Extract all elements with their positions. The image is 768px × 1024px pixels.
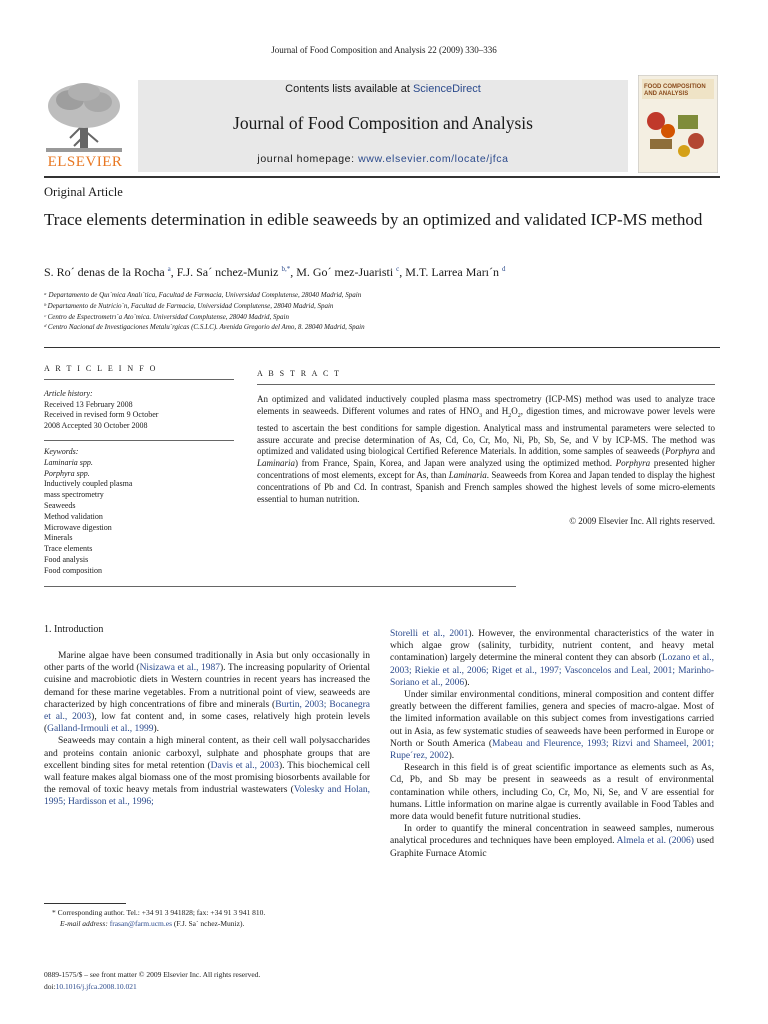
affiliation: ᵈ Centro Nacional de Investigaciones Metalu´rgicas (C.S.I.C). Avenida Gregorio del Amo, 8. 28040 Madrid, Spain xyxy=(44,323,365,332)
author-name: M.T. Larrea Marı´n xyxy=(405,265,500,279)
elsevier-logo xyxy=(40,80,128,172)
cover-title: FOOD COMPOSITION AND ANALYSIS xyxy=(644,84,706,97)
abstract-genus: Laminaria xyxy=(257,458,296,469)
text: ). This biochemical cell wall feature makes algal biomass one of the most promising biosorbents available for the removal of toxic heavy metals from industrial wastewaters ( xyxy=(44,760,370,796)
homepage-prefix: journal homepage: xyxy=(257,153,359,165)
abstract-text xyxy=(257,394,715,506)
abstract-genus: Porphyra xyxy=(615,458,651,469)
article-title: Trace elements determination in edible seaweeds by an optimized and validated ICP-MS method xyxy=(44,210,703,229)
footnote-rule xyxy=(44,903,126,904)
abstract-heading: A B S T R A C T xyxy=(257,369,342,378)
journal-name: Journal of Food Composition and Analysis xyxy=(233,113,533,133)
abstract-segment: . Seaweeds from Korea and Japan tended to display the highest concentrations of Pb and Cd. In contrast, Spanish and French samples showed the highest levels of some micro-elements essential to human nutrition. xyxy=(257,470,716,505)
text: ). xyxy=(153,724,160,735)
paragraph xyxy=(390,823,714,860)
citation-link[interactable]: Burtin, 2003; Bocanegra et al., 2003 xyxy=(44,699,370,723)
contents-prefix: Contents lists available at xyxy=(285,83,413,95)
paragraph xyxy=(44,650,370,735)
publisher-wordmark: ELSEVIER xyxy=(47,154,123,170)
doi-line xyxy=(44,981,374,993)
abstract-segment: ) from France, Spain, Korea, and Japan were analyzed using the optimized method. xyxy=(295,458,616,469)
citation-link[interactable]: Storelli et al., 2001 xyxy=(390,629,469,639)
abstract-end-rule xyxy=(44,586,516,587)
article-info-heading: A R T I C L E I N F O xyxy=(44,364,158,373)
abstract-subscript: 2 xyxy=(508,412,512,419)
journal-homepage xyxy=(138,153,628,165)
paragraph: Research in this field is of great scientific importance as elements such as As, Cd, Pb, and Sb may be present in seaweeds as a result of environmental contamination while others, including Co, Cr, Mo, Ni, Se, and V are essential for humans. Little information on marine algae is currently available in Food Tables and more data would benefit future nutritional studies. xyxy=(390,763,714,823)
keywords-rule xyxy=(44,440,234,441)
keywords xyxy=(44,447,234,577)
abstract-segment: O xyxy=(511,405,518,416)
article-type: Original Article xyxy=(44,185,123,199)
article-info-rule xyxy=(44,379,234,380)
text: In order to quantify the mineral concentration in seaweed samples, numerous analytical procedures and techniques have been employed. xyxy=(390,824,714,847)
issn-line: 0889-1575/$ – see front matter © 2009 Elsevier Inc. All rights reserved. xyxy=(44,970,261,979)
abstract-subscript: 3 xyxy=(479,412,483,419)
abstract-subscript: 2 xyxy=(517,412,521,419)
front-matter xyxy=(44,969,374,993)
abstract-segment: An optimized and validated inductively coupled plasma mass spectrometry (ICP-MS) method was used to analyze trace elements in seaweeds. Different volumes and rates of HNO xyxy=(257,394,715,416)
text: ). However, the environmental characteristics of the water in which algae grow (salinity, turbidity, nutrient content, and heavy metal contamination) largely determine the mineral content they can absorb ( xyxy=(390,629,714,664)
keyword: mass spectrometry xyxy=(44,490,104,500)
history-label: Article history: xyxy=(44,389,93,398)
doi-prefix: doi: xyxy=(44,982,56,991)
author-name: S. Ro´ denas de la Rocha xyxy=(44,265,165,279)
author-name: M. Go´ mez-Juaristi xyxy=(296,265,394,279)
history-line: Received in revised form 9 October xyxy=(44,410,159,419)
text: ). The increasing popularity of Oriental cuisine and macrobiotic diets in Western countries in recent years has increased the demand for these marine vegetables. From a nutritional point of view, seaweeds are characterized by high concentrations of fibre and minerals ( xyxy=(44,663,371,710)
affiliation-rule xyxy=(44,347,720,348)
author-affil-mark[interactable]: a xyxy=(167,265,171,273)
text: ). xyxy=(464,677,470,688)
header-rule xyxy=(44,176,720,178)
keyword: Inductively coupled plasma xyxy=(44,479,133,489)
email-suffix: (F.J. Sa´ nchez-Muniz). xyxy=(172,918,245,928)
citation-link[interactable]: Mabeau and Fleurence, 1993; Rizvi and Shameel, 2001; Rupe´rez, 2002 xyxy=(390,738,715,762)
keyword: Method validation xyxy=(44,511,103,521)
citation-link[interactable]: Almela et al. (2006) xyxy=(616,836,694,847)
text: Seaweeds may contain a high mineral content, as their cell wall polysaccharides and proteins contain anionic carboxyl, sulphate and phosphate groups that are excellent binding sites for metal retention ( xyxy=(44,736,370,771)
paragraph xyxy=(44,735,370,808)
abstract-copyright: © 2009 Elsevier Inc. All rights reserved. xyxy=(569,516,715,526)
text: ), low fat content and, in some cases, relatively high protein levels ( xyxy=(44,712,370,735)
journal-cover xyxy=(638,75,718,173)
keyword: Microwave digestion xyxy=(44,522,112,532)
body-right-column xyxy=(390,628,714,860)
affiliation: ᶜ Centro de Espectrometrı´a Ato´mica. Universidad Complutense, 28040 Madrid, Spain xyxy=(44,312,289,321)
paragraph xyxy=(390,628,714,689)
abstract-segment: presented higher concentrations of most elements, except for As, than xyxy=(257,458,715,481)
email-label: E-mail address: xyxy=(60,918,110,928)
abstract-segment: and xyxy=(699,446,715,457)
history-line: 2008 Accepted 30 October 2008 xyxy=(44,420,148,430)
citation-link[interactable]: Nisizawa et al., 1987 xyxy=(139,663,221,674)
citation-link[interactable]: Galland-Irmouli et al., 1999 xyxy=(47,724,154,735)
affiliation: ᵇ Departamento de Nutricio´n, Facultad de Farmacia, Universidad Complutense, 28040 Madrid, Spain xyxy=(44,301,334,310)
doi-link[interactable]: 10.1016/j.jfca.2008.10.021 xyxy=(55,982,137,991)
abstract-genus: Laminaria xyxy=(448,470,487,481)
keyword: Porphyra spp. xyxy=(44,468,90,478)
author-list: S. Ro´ denas de la Rocha $^a$, F.J. Sa´ nchez-Muniz $^{b,*}$, M. Go´ mez-Juaristi $^c$, M.T. Larrea Marı´n $^d$ xyxy=(44,265,506,279)
keyword: Food analysis xyxy=(44,554,89,564)
section-heading-introduction: 1. Introduction xyxy=(44,624,104,635)
abstract-genus: Porphyra xyxy=(665,446,700,457)
corresponding-author: * Corresponding author. Tel.: +34 91 3 941828; fax: +34 91 3 941 810. xyxy=(52,908,266,917)
paragraph xyxy=(390,689,714,762)
author-affil-mark[interactable]: d xyxy=(502,265,506,273)
citation-link[interactable]: Davis et al., 2003 xyxy=(210,760,279,771)
body-left-column xyxy=(44,650,370,809)
citation-link[interactable]: Lozano et al., 2003; Riekie et al., 2006; Riget et al., 1997; Vasconcelos and Leal, 2001; Marinho-Soriano et al., 2006 xyxy=(390,653,715,688)
sciencedirect-link[interactable]: ScienceDirect xyxy=(412,83,481,95)
affiliation: ᵃ Departamento de Quı´mica Analı´tica, Facultad de Farmacia, Universidad Complutense, 28040 Madrid, Spain xyxy=(44,291,362,299)
keyword: Laminaria spp. xyxy=(44,457,93,467)
contents-line xyxy=(138,83,628,95)
author-affil-mark[interactable]: b,* xyxy=(281,265,291,273)
keyword: Trace elements xyxy=(44,544,93,554)
keywords-label: Keywords: xyxy=(44,447,79,456)
abstract-rule xyxy=(257,384,715,385)
text: Under similar environmental conditions, mineral composition and content differ greatly between the different families, genera and species of macro-algae. Most of the limited information available on this subject comes from investigations carried out in Asia, as few systematic studies of seaweeds have been performed in Europe or North or South America ( xyxy=(390,690,714,749)
article-history xyxy=(44,389,234,431)
text: used Graphite Furnace Atomic xyxy=(390,836,714,859)
citation-link[interactable]: Volesky and Holan, 1995; Hardisson et al., 1996; xyxy=(44,785,371,808)
author-affil-mark[interactable]: c xyxy=(396,265,400,273)
history-line: Received 13 February 2008 xyxy=(44,399,133,409)
abstract-segment: , digestion times, and microwave power levels were tested to ascertain the best conditions for sample digestion. Analytical mass and instrumental parameters were selected to assure accurate and precise determination of As, Cd, Co, Cr, Mo, Ni, Pb, Sb, Se, and V by ICP-MS. The method was optimized and validated using biological Certified Reference Materials. In addition, some samples of seaweeds ( xyxy=(257,405,715,457)
text: Marine algae have been consumed traditionally in Asia but only occasionally in other parts of the world ( xyxy=(44,651,370,674)
keyword: Minerals xyxy=(44,533,73,543)
homepage-link[interactable]: www.elsevier.com/locate/jfca xyxy=(358,153,509,165)
keyword: Seaweeds xyxy=(44,500,76,510)
abstract-segment: and H xyxy=(482,405,509,416)
text: ). xyxy=(448,751,455,762)
corresponding-author-footnote xyxy=(44,908,374,929)
keyword: Food composition xyxy=(44,565,103,575)
email-line xyxy=(44,919,374,930)
affiliations xyxy=(44,290,365,333)
author-name: F.J. Sa´ nchez-Muniz xyxy=(176,265,279,279)
running-head: Journal of Food Composition and Analysis 22 (2009) 330–336 xyxy=(271,45,497,55)
email-link[interactable]: frasan@farm.ucm.es xyxy=(109,918,173,928)
